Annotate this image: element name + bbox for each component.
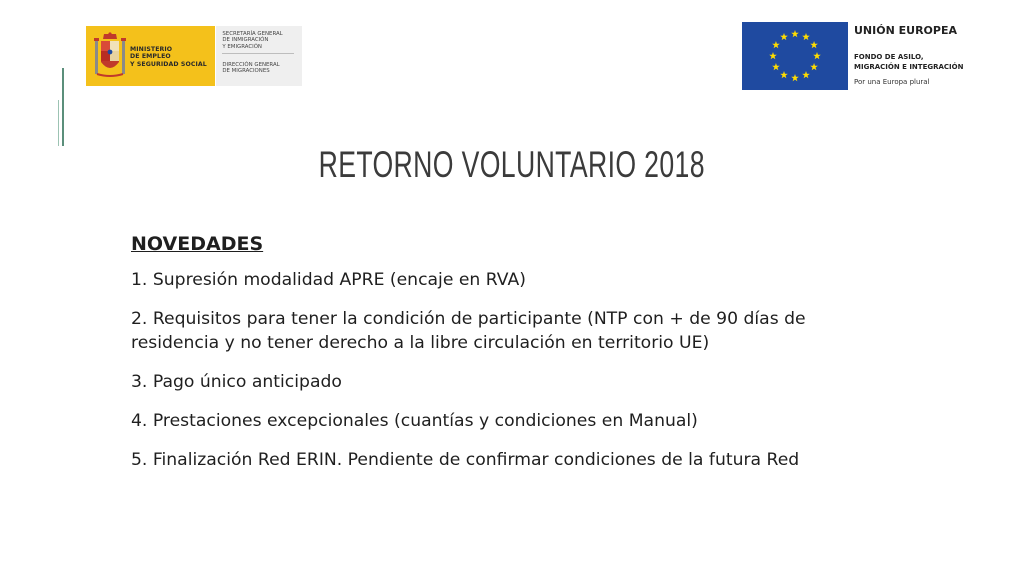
ministry-logo-yellow-panel — [86, 26, 215, 86]
list-item: 5. Finalización Red ERIN. Pendiente de confirmar condiciones de la futura Red — [131, 450, 800, 470]
eu-star-icon — [791, 74, 799, 81]
eu-stars-icon — [742, 22, 848, 90]
eu-star-icon — [802, 71, 810, 78]
coat-of-arms-icon — [93, 32, 127, 80]
logo-divider — [222, 53, 294, 54]
eu-star-icon — [802, 33, 810, 40]
eu-fund-name: FONDO DE ASILO, MIGRACIÓN E INTEGRACIÓN — [854, 53, 964, 71]
slide-title: RETORNO VOLUNTARIO 2018 — [318, 144, 705, 185]
ministry-logo-grey-panel — [215, 26, 302, 86]
eu-star-icon — [813, 52, 821, 59]
list-item: 1. Supresión modalidad APRE (encaje en RVA) — [131, 270, 526, 290]
accent-line — [62, 68, 64, 146]
eu-motto: Por una Europa plural — [854, 78, 930, 86]
eu-star-icon — [791, 30, 799, 37]
eu-star-icon — [772, 41, 780, 48]
list-item: 2. Requisitos para tener la condición de participante (NTP con + de 90 días de residencia y no tener derecho a la libre circulación en territorio UE) — [131, 309, 806, 353]
eu-star-icon — [810, 41, 818, 48]
secretaria-general-text: SECRETARÍA GENERAL DE INMIGRACIÓN Y EMIGRACIÓN — [222, 31, 283, 50]
list-item: 4. Prestaciones excepcionales (cuantías y condiciones en Manual) — [131, 411, 698, 431]
eu-star-icon — [780, 33, 788, 40]
ministry-name: MINISTERIO DE EMPLEO Y SEGURIDAD SOCIAL — [130, 46, 207, 68]
eu-star-icon — [769, 52, 777, 59]
eu-logo — [742, 22, 982, 90]
accent-line-secondary — [58, 100, 59, 146]
section-heading: NOVEDADES — [131, 233, 264, 255]
eu-star-icon — [772, 63, 780, 70]
list-item: 3. Pago único anticipado — [131, 372, 342, 392]
eu-star-icon — [780, 71, 788, 78]
slide-content — [131, 232, 891, 487]
ministry-logo — [86, 26, 302, 86]
eu-star-icon — [810, 63, 818, 70]
direccion-general-text: DIRECCIÓN GENERAL DE MIGRACIONES — [222, 62, 280, 75]
eu-flag — [742, 22, 848, 90]
eu-title: UNIÓN EUROPEA — [854, 24, 957, 37]
